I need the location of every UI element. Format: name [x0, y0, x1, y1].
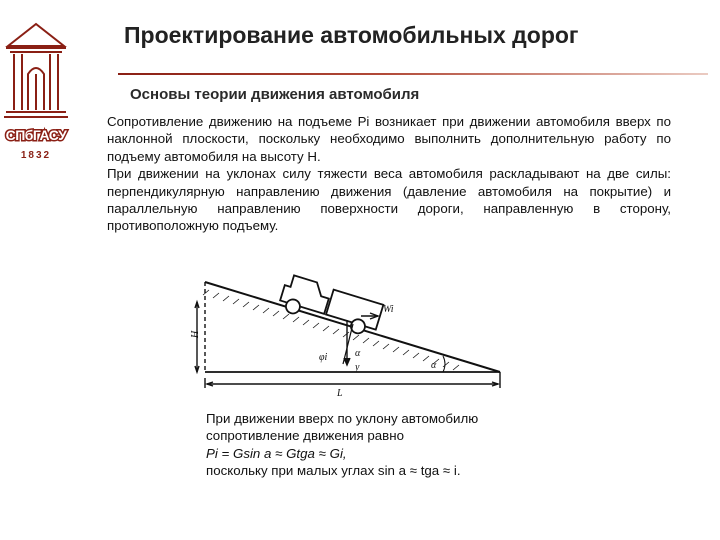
label-alpha: α: [355, 348, 361, 359]
label-alpha-base: α: [431, 360, 437, 371]
caption-line-1: При движении вверх по уклону автомобилю: [206, 411, 479, 426]
university-logo: [2, 18, 70, 168]
body-text: [107, 113, 671, 235]
caption-line-2: сопротивление движения равно: [206, 428, 404, 444]
building-emblem-icon: [2, 18, 70, 168]
logo-year: 1832: [20, 150, 52, 161]
section-subtitle: Основы теории движения автомобиля: [130, 86, 420, 103]
incline-diagram: [190, 272, 515, 407]
caption-formula: Pi = Gsin a ≈ Gtga ≈ Gi,: [206, 445, 347, 461]
page-title: Проектирование автомобильных дорог: [124, 22, 579, 48]
label-w: Wi: [383, 304, 394, 315]
title-divider: [118, 73, 708, 75]
truck-icon: [277, 274, 383, 339]
caption-line-4: поскольку при малых углах sin a ≈ tga ≈ i.: [206, 463, 461, 479]
label-l: L: [337, 388, 343, 399]
label-y: y: [355, 362, 360, 373]
diagram-caption: [206, 410, 566, 480]
label-phi: φi: [319, 352, 328, 363]
paragraph-2: При движении на уклонах силу тяжести веса автомобиля раскладывают на две силы: перпендикулярную направлению движения (давление автомобиля на покрытие) и параллельную направлению поверхности дороги, направленную в сторону, противоположную подъему.: [107, 166, 671, 234]
incline-figure: [190, 272, 515, 407]
logo-text: СПбГАСУ: [5, 127, 67, 143]
label-h: H: [190, 330, 201, 338]
paragraph-1: Сопротивление движению на подъеме Pi возникает при движении автомобиля вверх по наклонной плоскости, поскольку необходимо выполнить дополнительную работу по подъему автомобиля на высоту H.: [107, 114, 671, 164]
